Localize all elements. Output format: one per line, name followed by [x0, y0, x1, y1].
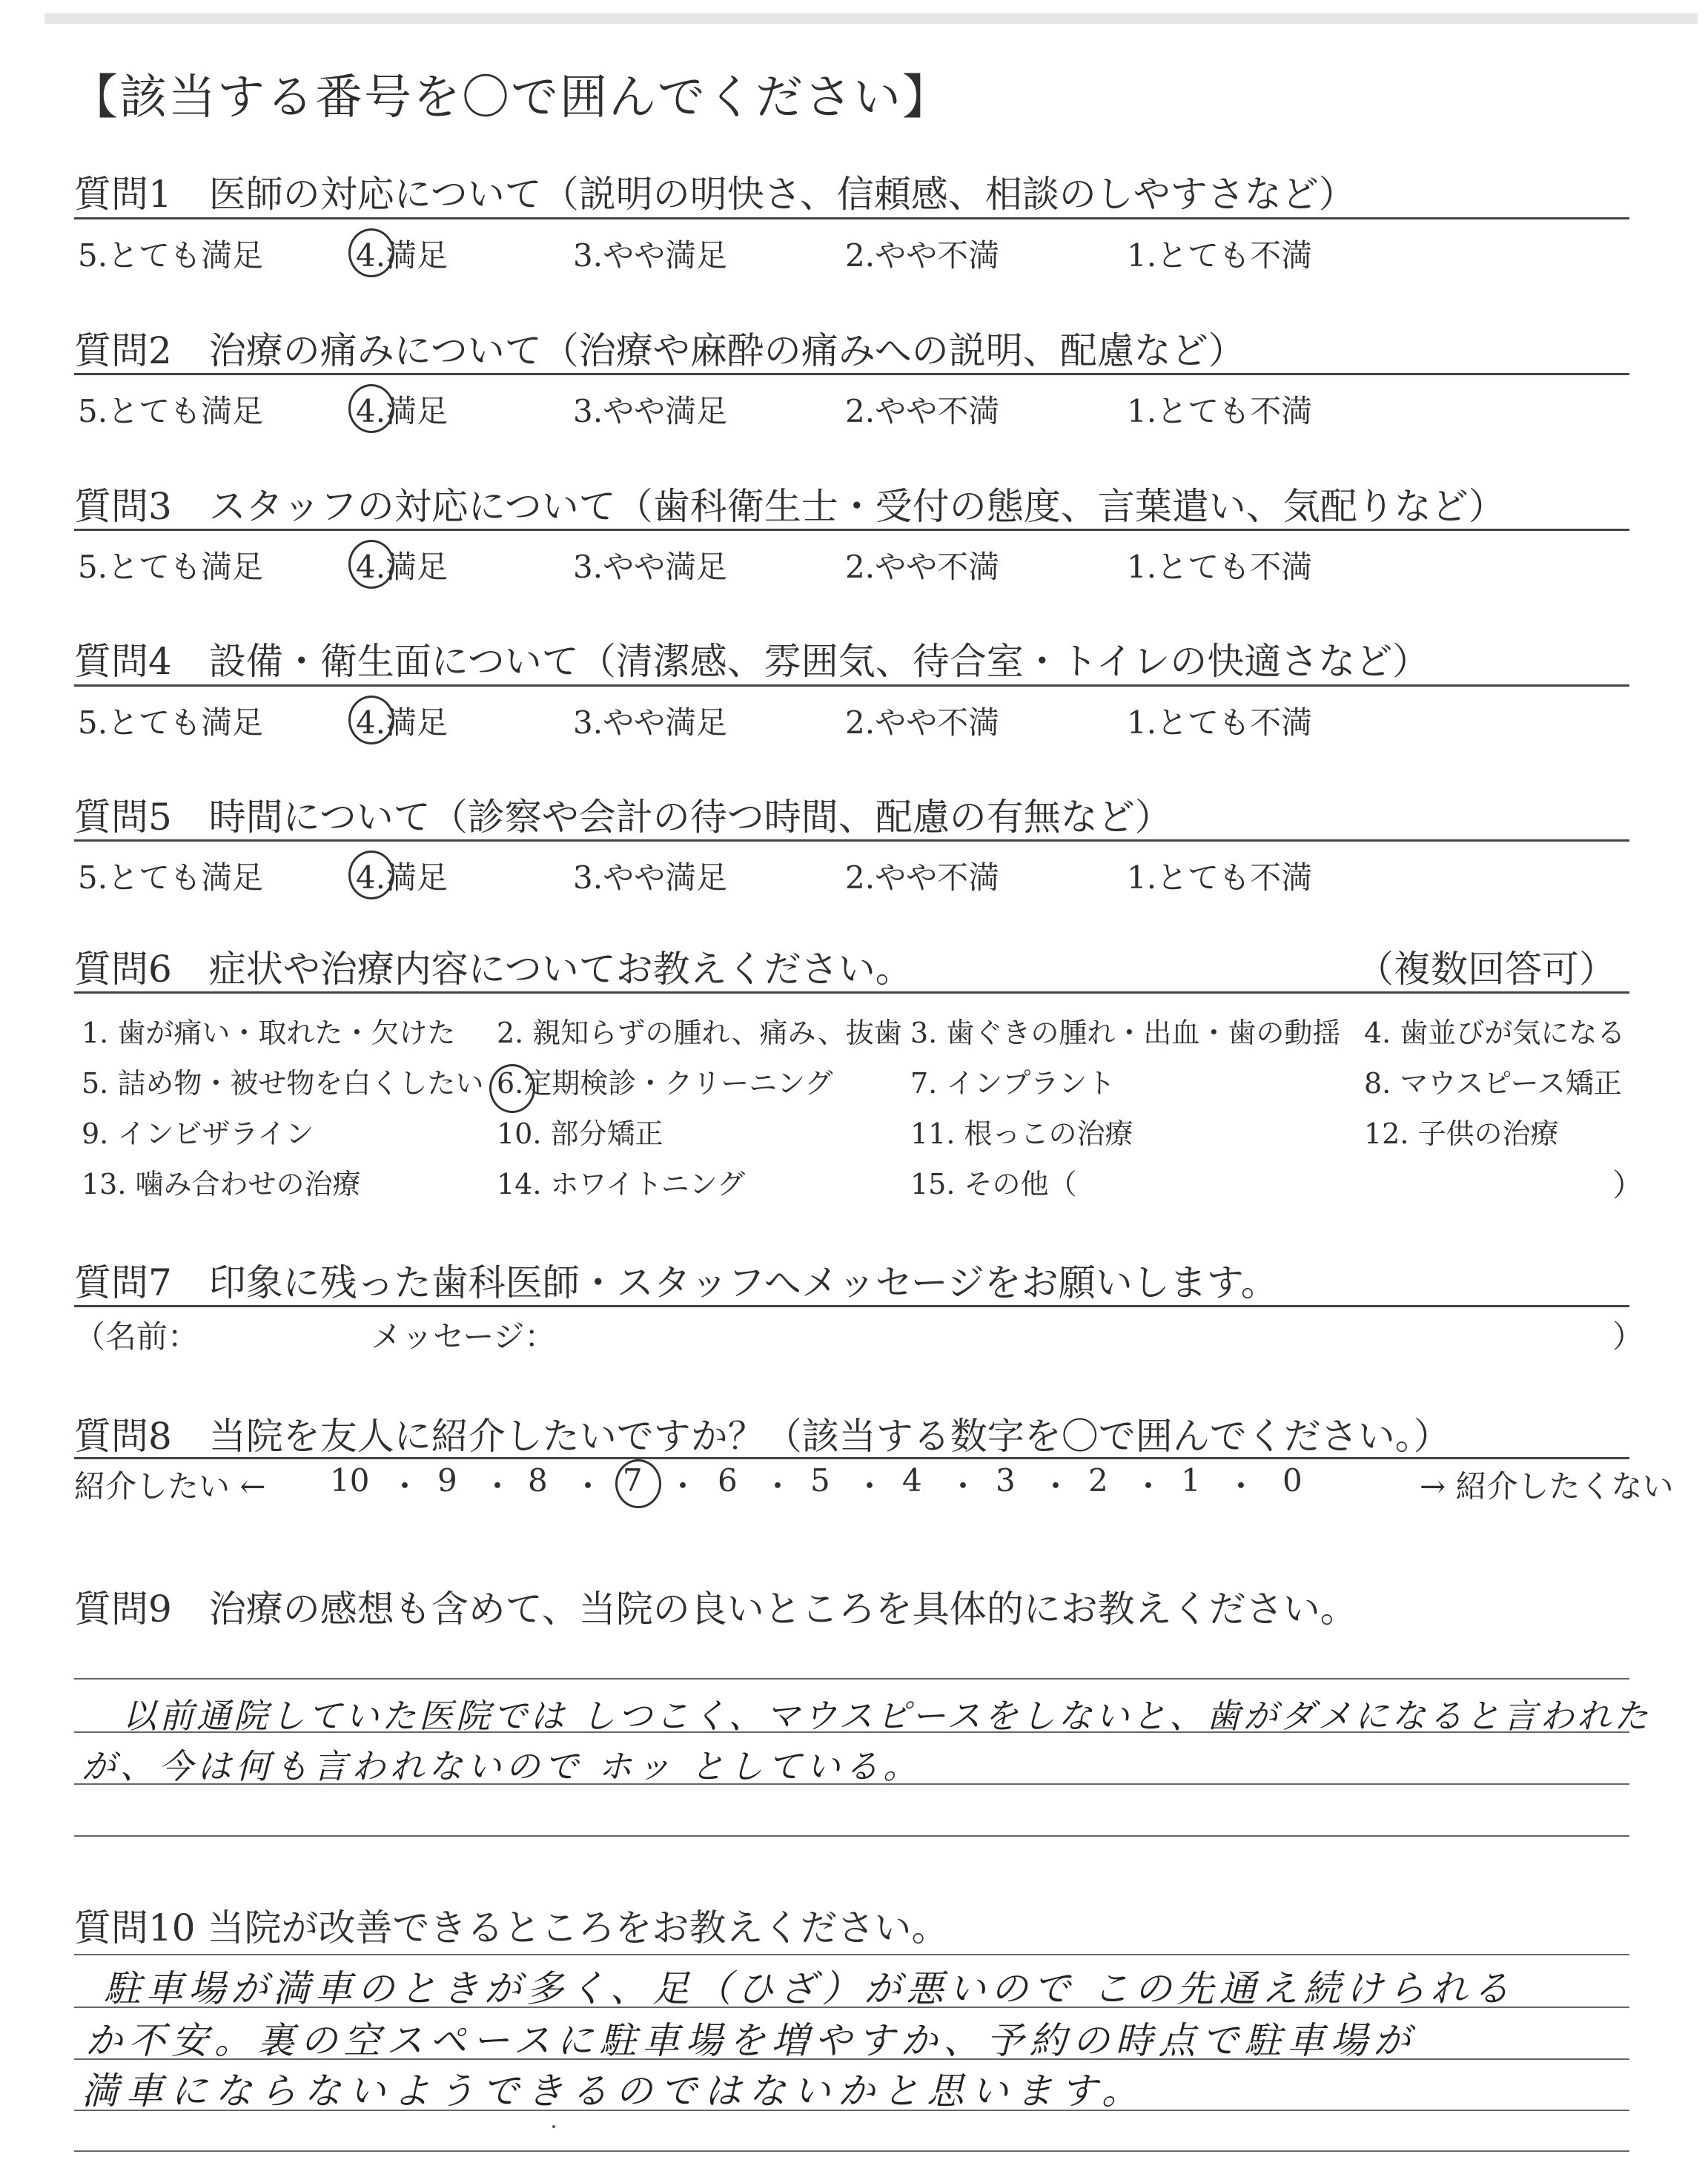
question-8-rule [74, 1457, 1629, 1459]
q3-option-1[interactable]: 1.とても不満 [1127, 549, 1313, 585]
symptom-3[interactable]: 3. 歯ぐきの腫れ・出血・歯の動揺 [910, 1017, 1341, 1049]
q2-option-4-selected[interactable] [356, 387, 448, 432]
q4-option-4-selected[interactable] [356, 698, 448, 743]
q3-option-5[interactable]: 5.とても満足 [78, 549, 264, 585]
question-5-title: 質問5 時間について（診察や会計の待つ時間、配慮の有無など） [74, 796, 1172, 839]
message-close-paren: ） [1612, 1318, 1644, 1355]
scan-edge [44, 13, 1698, 24]
symptom-11[interactable]: 11. 根っこの治療 [910, 1117, 1133, 1150]
scale-left-label: 紹介したい ← [74, 1468, 266, 1505]
multiple-answers-note: （複数回答可） [1357, 948, 1616, 991]
q3-option-2[interactable]: 2.やや不満 [845, 549, 1000, 585]
scale-separator: ・ [482, 1468, 514, 1505]
other-close-paren: ） [1612, 1167, 1644, 1203]
question-2-title: 質問2 治療の痛みについて（治療や麻酔の痛みへの説明、配慮など） [74, 329, 1245, 372]
scale-separator: ・ [854, 1468, 886, 1505]
symptom-12[interactable]: 12. 子供の治療 [1364, 1117, 1559, 1150]
q10-handwritten-line-2: か不安。裏の空スペースに駐車場を増やすか、予約の時点で駐車場が [85, 2019, 1417, 2062]
q9-answer-line-4 [74, 1835, 1629, 1837]
selection-circle: 4.満足 [356, 543, 448, 587]
question-4-title: 質問4 設備・衛生面について（清潔感、雰囲気、待合室・トイレの快適さなど） [74, 640, 1430, 683]
q9-handwritten-line-2: が、今は何も言われないので ホッ としている。 [82, 1746, 922, 1786]
scale-1[interactable]: 1 [1181, 1462, 1201, 1499]
question-4-rule [74, 684, 1629, 687]
scan-speck [552, 2125, 555, 2128]
symptom-6-selected[interactable]: 6.定期検診・クリーニング [497, 1067, 833, 1100]
scale-separator: ・ [1133, 1468, 1165, 1505]
scale-separator: ・ [667, 1468, 699, 1505]
scale-9[interactable]: 9 [437, 1462, 457, 1499]
scale-separator: ・ [1225, 1468, 1257, 1505]
scale-8[interactable]: 8 [528, 1462, 548, 1499]
question-3-rule [74, 529, 1629, 531]
symptom-5[interactable]: 5. 詰め物・被せ物を白くしたい [82, 1067, 484, 1100]
selection-circle: 4.満足 [356, 698, 448, 743]
recommend-scale [74, 1462, 1674, 1507]
selection-circle: 7 [623, 1462, 643, 1499]
question-10-title: 質問10 当院が改善できるところをお教えください。 [74, 1906, 949, 1949]
selection-circle: 6. [497, 1067, 524, 1100]
q9-handwritten-line-1: 以前通院していた医院では しつこく、マウスピースをしないと、歯がダメになると言われた [122, 1696, 1652, 1736]
question-6-rule [74, 991, 1629, 994]
scale-separator: ・ [1040, 1468, 1072, 1505]
q5-option-2[interactable]: 2.やや不満 [845, 859, 1000, 896]
question-8-title: 質問8 当院を友人に紹介したいですか？（該当する数字を〇で囲んでください。） [74, 1415, 1451, 1458]
q4-option-3[interactable]: 3.やや満足 [573, 704, 728, 741]
q4-option-5[interactable]: 5.とても満足 [78, 704, 264, 741]
q1-option-2[interactable]: 2.やや不満 [845, 237, 1000, 274]
question-6-title: 質問6 症状や治療内容についてお教えください。 （複数回答可） [74, 939, 913, 993]
q5-option-4-selected[interactable] [356, 853, 448, 898]
question-9-title: 質問9 治療の感想も含めて、当院の良いところを具体的にお教えください。 [74, 1588, 1357, 1631]
scale-7-selected[interactable] [623, 1462, 643, 1499]
q3-option-3[interactable]: 3.やや満足 [573, 549, 728, 585]
scale-6[interactable]: 6 [718, 1462, 738, 1499]
symptom-10[interactable]: 10. 部分矯正 [497, 1117, 663, 1150]
page-title: 【該当する番号を〇で囲んでください】 [70, 70, 951, 125]
q5-option-3[interactable]: 3.やや満足 [573, 859, 728, 896]
symptom-9[interactable]: 9. インビザライン [82, 1117, 314, 1150]
question-2-rule [74, 373, 1629, 375]
selection-circle: 4.満足 [356, 231, 448, 276]
selection-circle: 4.満足 [356, 853, 448, 898]
q1-option-3[interactable]: 3.やや満足 [573, 237, 728, 274]
q2-option-2[interactable]: 2.やや不満 [845, 393, 1000, 429]
q10-answer-line-1 [74, 1954, 1629, 1955]
scale-separator: ・ [389, 1468, 421, 1505]
scale-2[interactable]: 2 [1088, 1462, 1108, 1499]
question-1-title: 質問1 医師の対応について（説明の明快さ、信頼感、相談のしやすさなど） [74, 173, 1356, 216]
message-label: メッセージ： [371, 1318, 556, 1355]
q9-answer-line-1 [74, 1678, 1629, 1680]
symptom-1[interactable]: 1. 歯が痛い・取れた・欠けた [82, 1017, 456, 1049]
q10-answer-line-5 [74, 2150, 1629, 2152]
question-1-rule [74, 217, 1629, 219]
q2-option-1[interactable]: 1.とても不満 [1127, 393, 1313, 429]
q4-option-2[interactable]: 2.やや不満 [845, 704, 1000, 741]
question-5-rule [74, 839, 1629, 842]
q4-option-1[interactable]: 1.とても不満 [1127, 704, 1313, 741]
scale-separator: ・ [947, 1468, 979, 1505]
question-7-rule [74, 1305, 1629, 1307]
q3-option-4-selected[interactable] [356, 543, 448, 587]
symptom-13[interactable]: 13. 噛み合わせの治療 [82, 1168, 361, 1200]
scale-right-label: → 紹介したくない [1420, 1468, 1674, 1505]
symptom-7[interactable]: 7. インプラント [910, 1067, 1116, 1100]
scale-separator: ・ [762, 1468, 794, 1505]
symptom-14[interactable]: 14. ホワイトニング [497, 1168, 746, 1200]
q2-option-5[interactable]: 5.とても満足 [78, 393, 264, 429]
symptom-8[interactable]: 8. マウスピース矯正 [1364, 1067, 1622, 1100]
symptom-2[interactable]: 2. 親知らずの腫れ、痛み、抜歯 [497, 1017, 902, 1049]
scale-0[interactable]: 0 [1282, 1462, 1302, 1499]
q1-option-1[interactable]: 1.とても不満 [1127, 237, 1313, 274]
q2-option-3[interactable]: 3.やや満足 [573, 393, 728, 429]
question-3-title: 質問3 スタッフの対応について（歯科衛生士・受付の態度、言葉遣い、気配りなど） [74, 485, 1506, 528]
q10-handwritten-line-1: 駐車場が満車のときが多く、足（ひざ）が悪いので この先通え続けられる [104, 1967, 1515, 2010]
scale-4[interactable]: 4 [902, 1462, 922, 1499]
question-7-title: 質問7 印象に残った歯科医師・スタッフへメッセージをお願いします。 [74, 1261, 1278, 1304]
scale-10[interactable]: 10 [330, 1462, 370, 1499]
scale-separator: ・ [572, 1468, 604, 1505]
q1-option-5[interactable]: 5.とても満足 [78, 237, 264, 274]
q10-handwritten-line-3: 満車にならないようできるのではないかと思います。 [82, 2070, 1146, 2113]
symptom-15-other[interactable]: 15. その他（ [910, 1168, 1077, 1200]
symptom-4[interactable]: 4. 歯並びが気になる [1364, 1017, 1626, 1049]
scale-5[interactable]: 5 [810, 1462, 830, 1499]
q1-option-4-selected[interactable] [356, 231, 448, 276]
name-label: （名前： [74, 1318, 199, 1355]
q5-option-5[interactable]: 5.とても満足 [78, 859, 264, 896]
scale-3[interactable]: 3 [996, 1462, 1016, 1499]
q5-option-1[interactable]: 1.とても不満 [1127, 859, 1313, 896]
selection-circle: 4.満足 [356, 387, 448, 432]
